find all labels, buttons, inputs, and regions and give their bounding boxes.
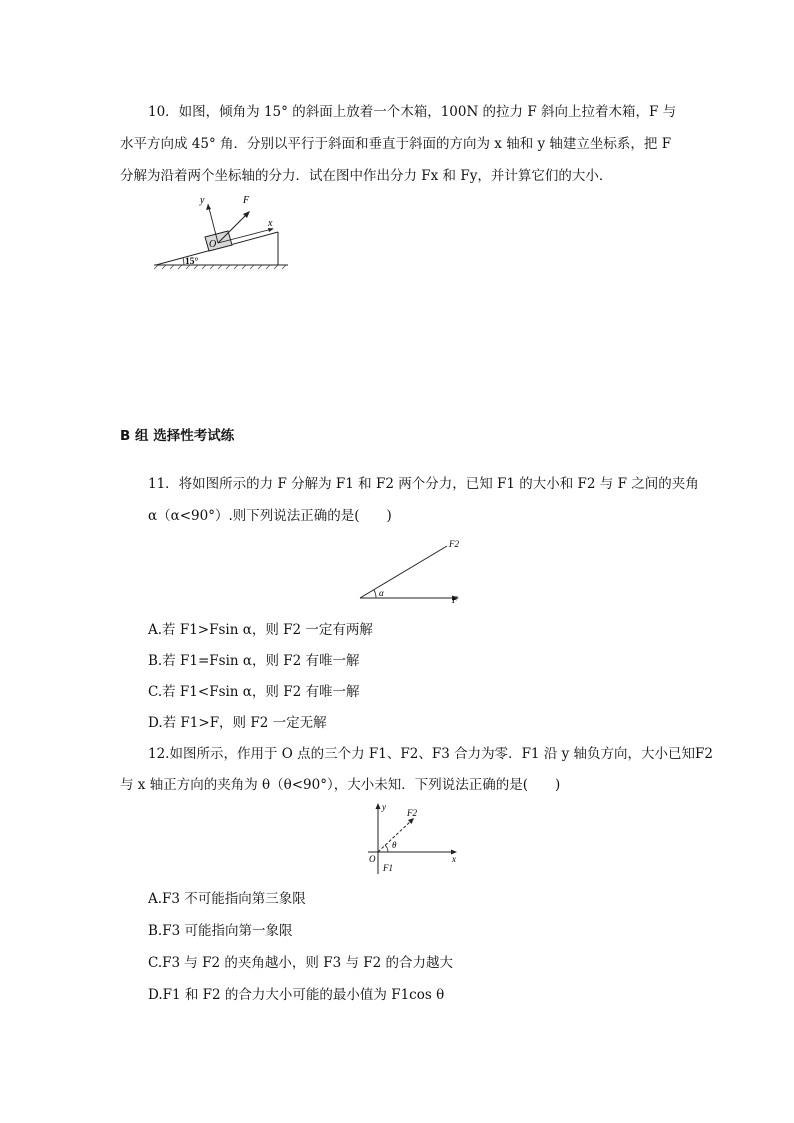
q10-text-line-1: 10．如图，倾角为 15° 的斜面上放着一个木箱，100N 的拉力 F 斜向上拉着木箱，F 与 — [148, 104, 677, 120]
q10-x-label: x — [268, 218, 273, 229]
section-b-heading: B 组 选择性考试练 — [120, 428, 235, 444]
q12-option-a[interactable]: A.F3 不可能指向第三象限 — [148, 891, 306, 907]
q11-option-b[interactable]: B.若 F1=Fsin α，则 F2 有唯一解 — [148, 653, 360, 669]
q11-f2-label: F2 — [449, 539, 459, 549]
q11-text-line-2: α（α<90°）.则下列说法正确的是( ) — [148, 508, 392, 524]
q11-f-label: F — [452, 595, 458, 605]
q10-text-line-3: 分解为沿着两个坐标轴的分力．试在图中作出分力 Fx 和 Fy，并计算它们的大小． — [120, 168, 613, 184]
angle-arc — [183, 258, 184, 265]
q11-text-line-1: 11．将如图所示的力 F 分解为 F1 和 F2 两个分力，已知 F1 的大小和 F2 与 F 之间的夹角 — [148, 476, 699, 492]
q10-f-label: F — [243, 195, 250, 206]
ground-hatch — [154, 265, 286, 269]
q10-angle-label: 15° — [185, 257, 199, 267]
q12-x-label: x — [452, 854, 456, 864]
q12-option-d[interactable]: D.F1 和 F2 的合力大小可能的最小值为 F1cos θ — [148, 987, 445, 1003]
q10-text-line-2: 水平方向成 45° 角．分别以平行于斜面和垂直于斜面的方向为 x 轴和 y 轴建立坐标系，把 F — [120, 136, 672, 152]
y-axis-arrow — [376, 803, 381, 809]
q12-force-figure — [362, 800, 462, 878]
q12-option-b[interactable]: B.F3 可能指向第一象限 — [148, 923, 293, 939]
q12-theta-label: θ — [392, 840, 397, 850]
q11-force-figure — [355, 536, 475, 608]
force-f2-line — [360, 546, 447, 598]
q11-option-d[interactable]: D.若 F1>F，则 F2 一定无解 — [148, 715, 327, 731]
q10-y-label: y — [200, 195, 205, 206]
q11-alpha-label: α — [379, 588, 384, 598]
q12-f2-label: F2 — [407, 808, 417, 818]
q12-option-c[interactable]: C.F3 与 F2 的夹角越小，则 F3 与 F2 的合力越大 — [148, 955, 454, 971]
q10-o-label: O — [209, 239, 217, 250]
y-axis-arrow — [206, 204, 211, 210]
q12-f1-label: F1 — [383, 863, 393, 873]
q12-text-line-2: 与 x 轴正方向的夹角为 θ（θ<90°），大小未知．下列说法正确的是( ) — [120, 777, 561, 793]
alpha-arc — [374, 590, 376, 598]
force-f-arrow — [218, 213, 248, 243]
theta-arc — [385, 845, 388, 852]
q10-incline-figure — [150, 190, 292, 270]
q12-y-label: y — [382, 802, 386, 812]
q11-option-a[interactable]: A.若 F1>Fsin α，则 F2 一定有两解 — [148, 622, 373, 638]
q12-text-line-1: 12.如图所示，作用于 O 点的三个力 F1、F2、F3 合力为零．F1 沿 y 轴负方向，大小已知F2 — [148, 746, 713, 762]
q11-option-c[interactable]: C.若 F1<Fsin α，则 F2 有唯一解 — [148, 684, 360, 700]
q12-o-label: O — [369, 854, 376, 864]
